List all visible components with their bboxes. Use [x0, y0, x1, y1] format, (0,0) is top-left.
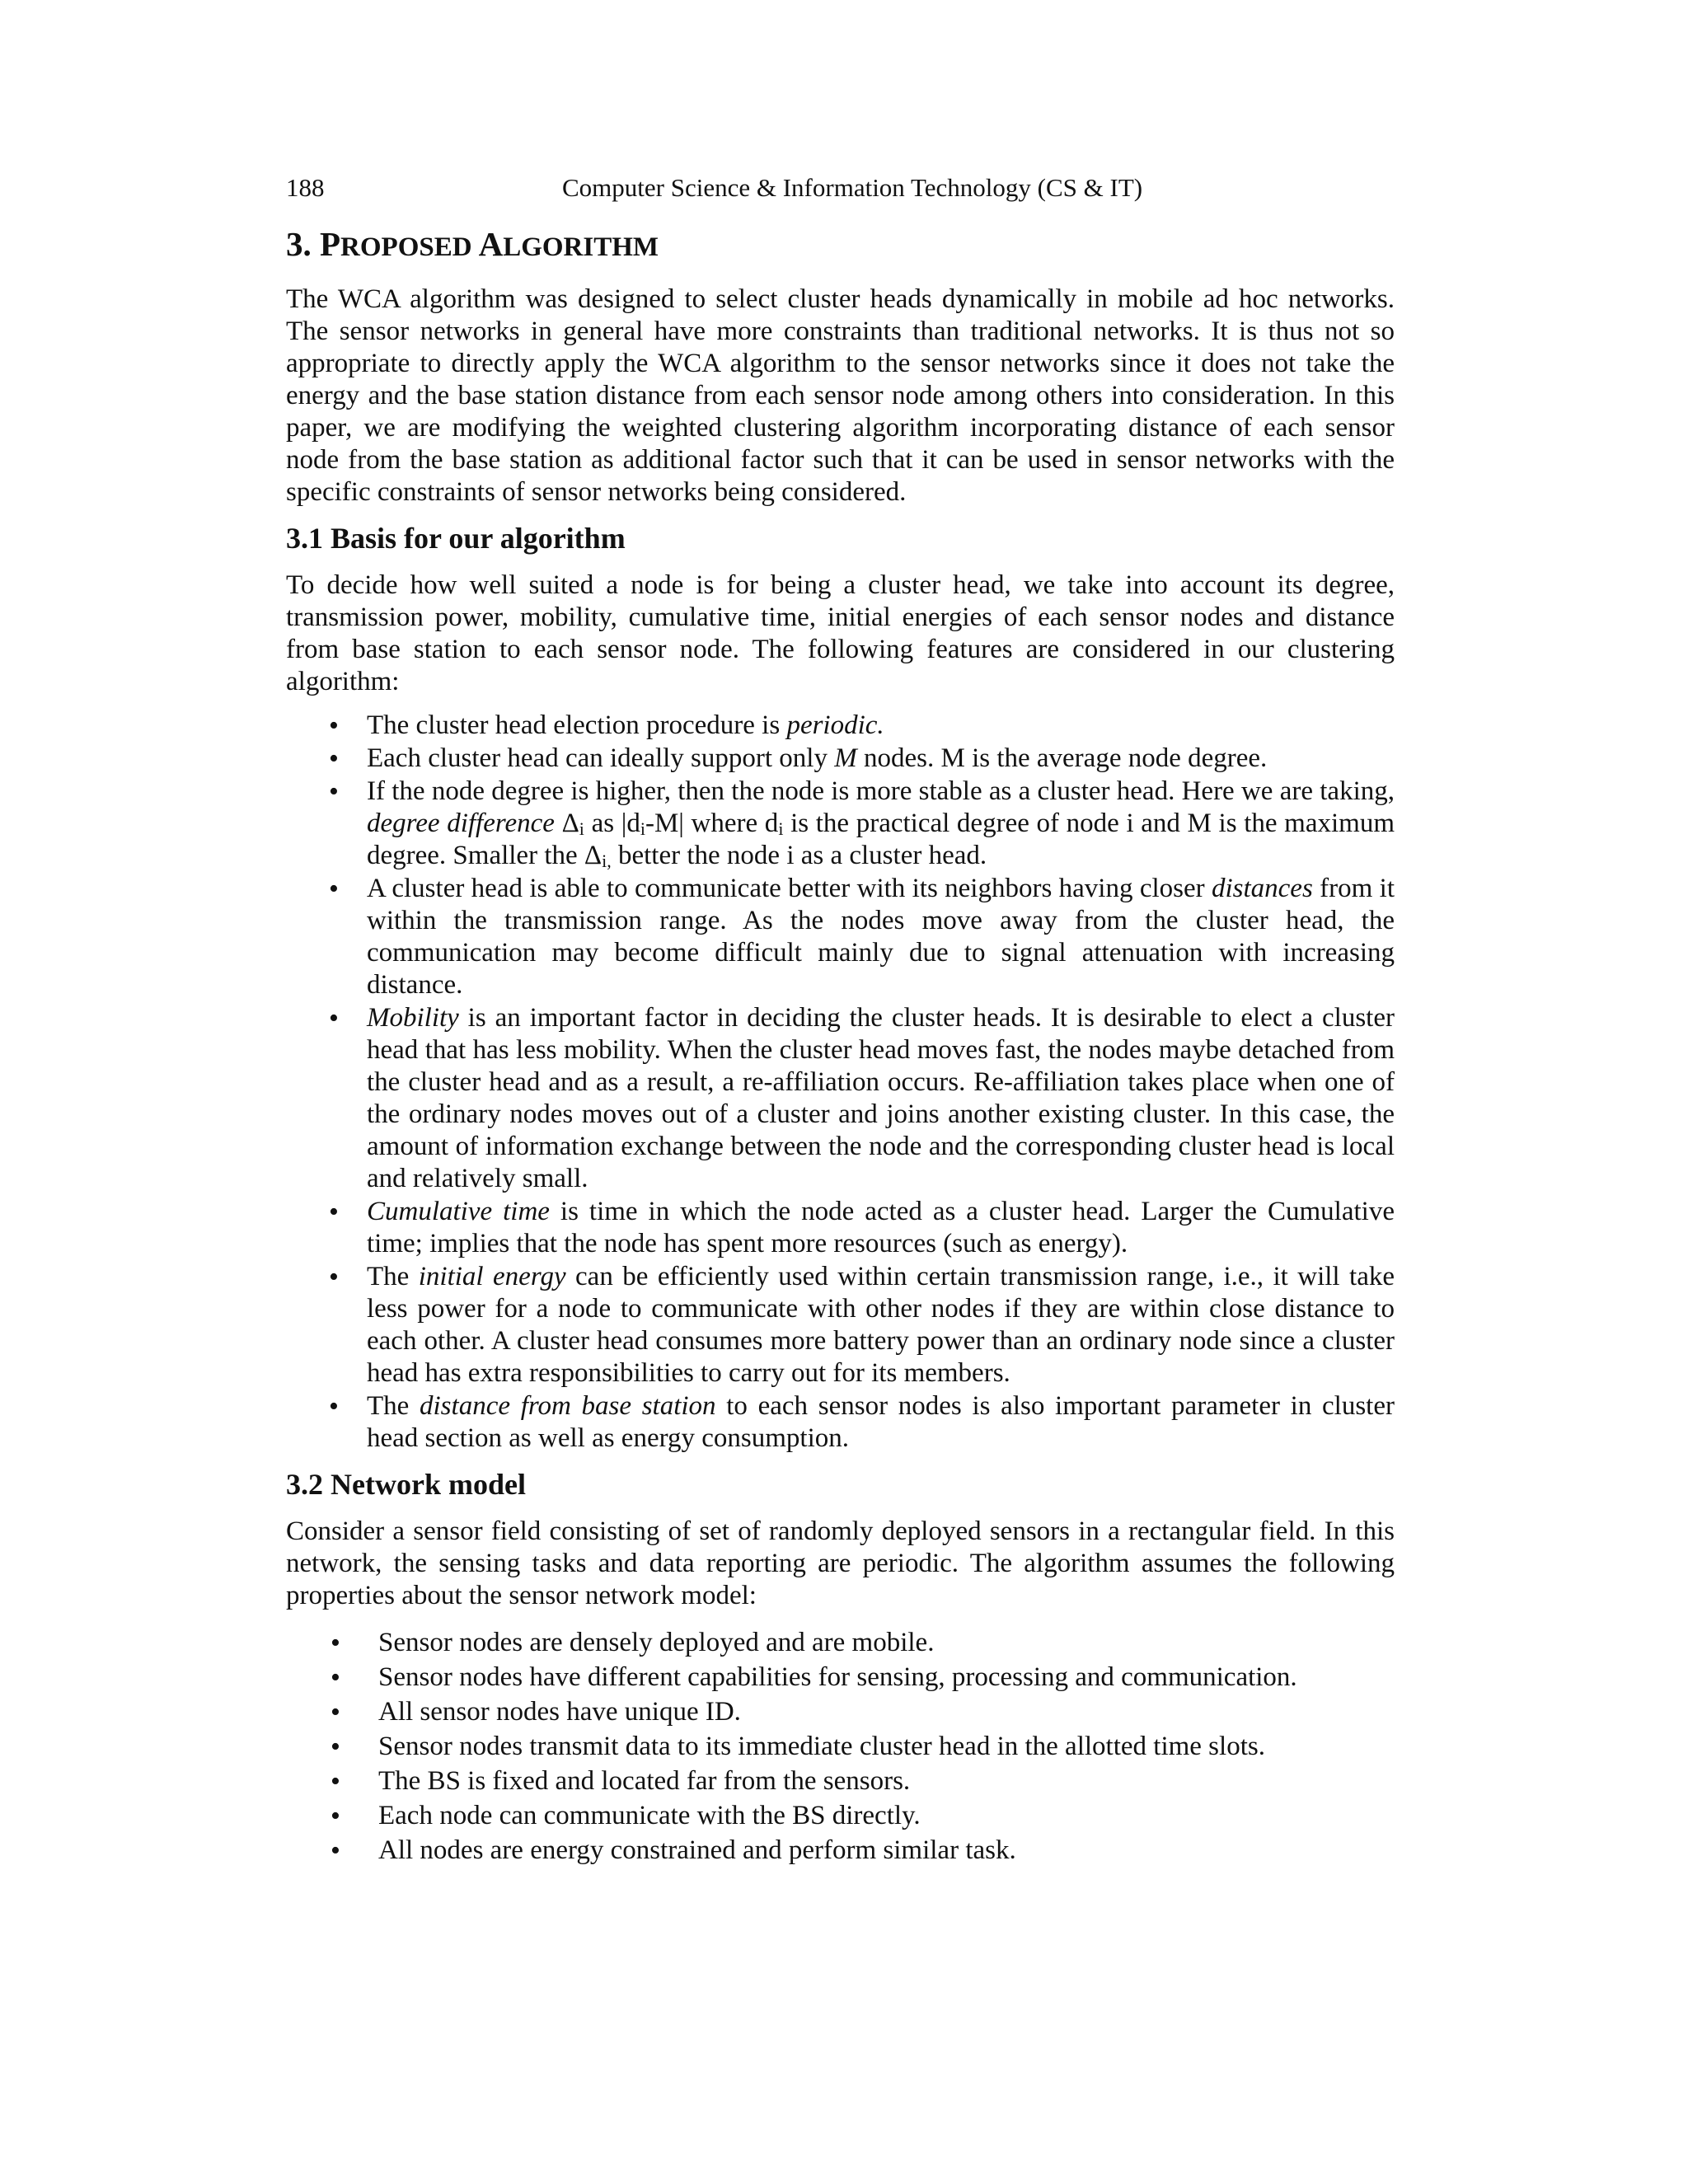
list-item: [286, 776, 1395, 872]
list-item: [286, 1261, 1395, 1390]
page-content: [286, 171, 1395, 1873]
list-item: • All nodes are energy constrained and perform similar task.: [286, 1835, 1395, 1867]
intro-paragraph: The WCA algorithm was designed to select cluster heads dynamically in mobile ad hoc networks. The sensor networks in general have more constraints than traditional networks. It is thus not so appropriate to directly apply the WCA algorithm to the sensor networks since it does not take the energy and the base station distance from each sensor node among others into consideration. In this paper, we are modifying the weighted clustering algorithm incorporating distance of each sensor node from the base station as additional factor such that it can be used in sensor networks with the specific constraints of sensor networks being considered.: [286, 284, 1395, 507]
subsection-heading-basis: 3.1 Basis for our algorithm: [286, 522, 626, 555]
running-head: [286, 171, 1395, 204]
list-item-text: Each cluster head can ideally support only: [367, 743, 835, 773]
section-number: 3.: [286, 225, 320, 263]
list-item: [286, 1196, 1395, 1260]
assumptions-list: [286, 1627, 1395, 1867]
section-title-smallcaps-lgorithm: LGORITHM: [503, 232, 659, 262]
journal-title: Computer Science & Information Technology (CS & IT): [562, 173, 1143, 202]
section-title-initial-a: A: [471, 225, 504, 263]
list-item-emphasis: initial energy: [418, 1262, 566, 1291]
list-item: • All sensor nodes have unique ID.: [286, 1696, 1395, 1728]
list-item: • Sensor nodes are densely deployed and are mobile.: [286, 1627, 1395, 1659]
list-item-text: from it within the transmission range. As the nodes move away from the cluster head, the communication may become difficult mainly due to signal attenuation with increasing distance.: [367, 874, 1395, 1000]
list-item-text: A cluster head is able to communicate better with its neighbors having closer: [367, 874, 1212, 903]
list-item: • The BS is fixed and located far from the sensors.: [286, 1765, 1395, 1797]
page-number: 188: [286, 173, 325, 202]
list-item-text: can be efficiently used within certain transmission range, i.e., it will take less power for a node to communicate with other nodes if they are within close distance to each other. A cluster head consumes more battery power than an ordinary node since a cluster head has extra responsibilities to carry out for its members.: [367, 1262, 1395, 1388]
basis-paragraph: To decide how well suited a node is for being a cluster head, we take into account its degree, transmission power, mobility, cumulative time, initial energies of each sensor nodes and distance from base station to each sensor node. The following features are considered in our clustering algorithm:: [286, 570, 1395, 696]
section-title-initial-p: P: [320, 225, 341, 263]
list-item-text: The: [367, 1262, 419, 1291]
list-item-text: The cluster head election procedure is: [367, 710, 787, 740]
section-heading: [286, 224, 1395, 267]
subscript: i: [579, 818, 584, 839]
list-item-emphasis: degree difference: [367, 808, 555, 838]
features-list: [286, 710, 1395, 1455]
list-item-text: better the node i as a cluster head.: [611, 841, 987, 870]
list-item-text: to each sensor nodes is also important parameter in cluster head section as well as energy consumption.: [367, 1391, 1395, 1453]
network-model-paragraph: Consider a sensor field consisting of set of randomly deployed sensors in a rectangular field. In this network, the sensing tasks and data reporting are periodic. The algorithm assumes the following properties about the sensor network model:: [286, 1516, 1395, 1610]
subscript: i,: [602, 851, 612, 871]
list-item: [286, 873, 1395, 1001]
list-item-text: is time in which the node acted as a cluster head. Larger the Cumulative time; implies that the node has spent more resources (such as energy).: [367, 1197, 1395, 1258]
list-item: • Each node can communicate with the BS directly.: [286, 1800, 1395, 1832]
list-item-emphasis: distance from base station: [420, 1391, 716, 1421]
list-item-text: is the practical degree of node i and M is the maximum degree. Smaller the Δ: [367, 808, 1395, 870]
list-item-text: nodes. M is the average node degree.: [856, 743, 1268, 773]
delta-symbol: Δ: [554, 808, 579, 838]
list-item-text: -M| where d: [645, 808, 779, 838]
list-item: [286, 1390, 1395, 1455]
list-item: [286, 1002, 1395, 1195]
list-item-text: If the node degree is higher, then the node is more stable as a cluster head. Here we are taking,: [367, 776, 1395, 806]
list-item-emphasis: Cumulative time: [367, 1197, 550, 1226]
list-item-text: as |d: [584, 808, 640, 838]
list-item: [286, 743, 1395, 775]
list-item: • Sensor nodes transmit data to its immediate cluster head in the allotted time slots.: [286, 1731, 1395, 1763]
list-item-emphasis: Mobility: [367, 1003, 459, 1033]
subscript: i: [778, 818, 784, 839]
subscript: i: [640, 818, 645, 839]
list-item: [286, 710, 1395, 742]
list-item: • Sensor nodes have different capabilities for sensing, processing and communication.: [286, 1661, 1395, 1694]
list-item-emphasis: distances: [1211, 874, 1313, 903]
list-item-text: The: [367, 1391, 420, 1421]
list-item-emphasis: M: [834, 743, 857, 773]
subsection-heading-network-model: 3.2 Network model: [286, 1468, 526, 1501]
list-item-text: is an important factor in deciding the cluster heads. It is desirable to elect a cluster head that has less mobility. When the cluster head moves fast, the nodes maybe detached from the cluster head and as a result, a re-affiliation occurs. Re-affiliation takes place when one of the ordinary nodes moves out of a cluster and joins another existing cluster. In this case, the amount of information exchange between the node and the corresponding cluster head is local and relatively small.: [367, 1003, 1395, 1193]
list-item-emphasis: periodic.: [786, 710, 884, 740]
section-title-smallcaps-roposed: ROPOSED: [340, 232, 472, 262]
